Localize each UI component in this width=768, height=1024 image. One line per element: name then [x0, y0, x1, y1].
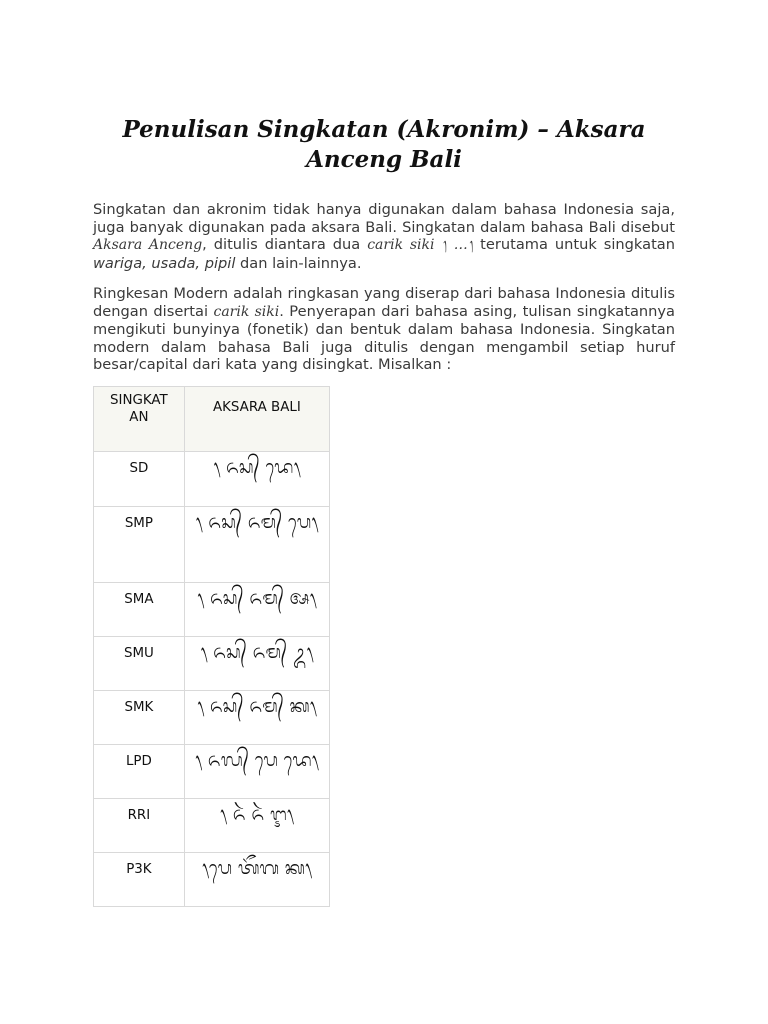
term-examples: wariga, usada, pipil [93, 254, 236, 272]
paragraph-text: . Penyerapan dari bahasa asing, tulisan singkatannya mengikuti bunyinya (fonetik) dan bentuk dalam bahasa Indonesia. Singkatan modern dalam bahasa Bali juga ditulis dengan mengambil setiap huruf besar/capital dari kata yang disingkat. Misalkan : [93, 302, 675, 374]
abbr-cell: P3K [94, 853, 185, 907]
table-row [94, 853, 330, 907]
paragraph-text: dan lain-lainnya. [235, 254, 362, 272]
table-row [94, 745, 330, 799]
abbr-cell: LPD [94, 745, 185, 799]
aksara-bali-cell: ᭞ ᬏᬲ᭄ ᬏᬫ᭄ ᬓ᭞ [184, 691, 329, 745]
aksara-bali-cell: ᭞ ᬏᬲ᭄ ᬏᬫ᭄ ᬅ᭞ [184, 583, 329, 637]
page-title: Penulisan Singkatan (Akronim) – Aksara Anceng Bali [122, 116, 646, 173]
term-carik-siki: carik siki [213, 303, 280, 320]
abbr-cell: SMK [94, 691, 185, 745]
paragraph-text: terutama untuk singkatan [473, 236, 675, 254]
paragraph-text: Ringkesan Modern adalah ringkasan yang diserap dari bahasa Indonesia ditulis dengan disertai [93, 285, 675, 320]
aksara-bali-cell: ᭞ ᬏᬃ ᬏᬃ ᬇ᭞ [184, 799, 329, 853]
column-header-singkatan: SINGKAT AN [94, 387, 185, 452]
aksara-bali-cell: ᭞ ᬏᬲ᭄ ᬏᬫ᭄ ᬧᬾ᭞ [184, 507, 329, 583]
intro-paragraph [93, 201, 675, 272]
term-carik-siki: carik siki [367, 237, 435, 254]
modern-paragraph [93, 285, 675, 374]
aksara-bali-cell: ᭞ᬧᬾ ᬢᭂᬕ ᬓ᭞ [184, 853, 329, 907]
carik-siki-glyphs: ᭞ …᭞ [441, 237, 474, 254]
table-row [94, 799, 330, 853]
paragraph-text: , ditulis diantara dua [202, 236, 368, 254]
abbr-cell: SD [94, 452, 185, 507]
aksara-bali-cell: ᭞ ᬏᬲ᭄ ᬤᬾ᭞ [184, 452, 329, 507]
abbr-cell: SMU [94, 637, 185, 691]
table-row [94, 507, 330, 583]
table-header-row [94, 387, 330, 452]
table-row [94, 583, 330, 637]
term-aksara-anceng: Aksara Anceng [93, 237, 203, 254]
table-row [94, 452, 330, 507]
abbr-cell: SMP [94, 507, 185, 583]
table-row [94, 691, 330, 745]
column-header-aksara-bali: AKSARA BALI [184, 387, 329, 452]
aksara-bali-cell: ᭞ ᬏᬮ᭄ ᬧᬾ ᬤᬾ᭞ [184, 745, 329, 799]
aksara-bali-cell: ᭞ ᬏᬲ᭄ ᬏᬫ᭄ ᬉ᭞ [184, 637, 329, 691]
paragraph-text: Singkatan dan akronim tidak hanya digunakan dalam bahasa Indonesia saja, juga banyak digunakan pada aksara Bali. Singkatan dalam bahasa Bali disebut [93, 201, 675, 236]
abbr-cell: SMA [94, 583, 185, 637]
table-row [94, 637, 330, 691]
abbreviation-table [93, 386, 330, 907]
abbr-cell: RRI [94, 799, 185, 853]
